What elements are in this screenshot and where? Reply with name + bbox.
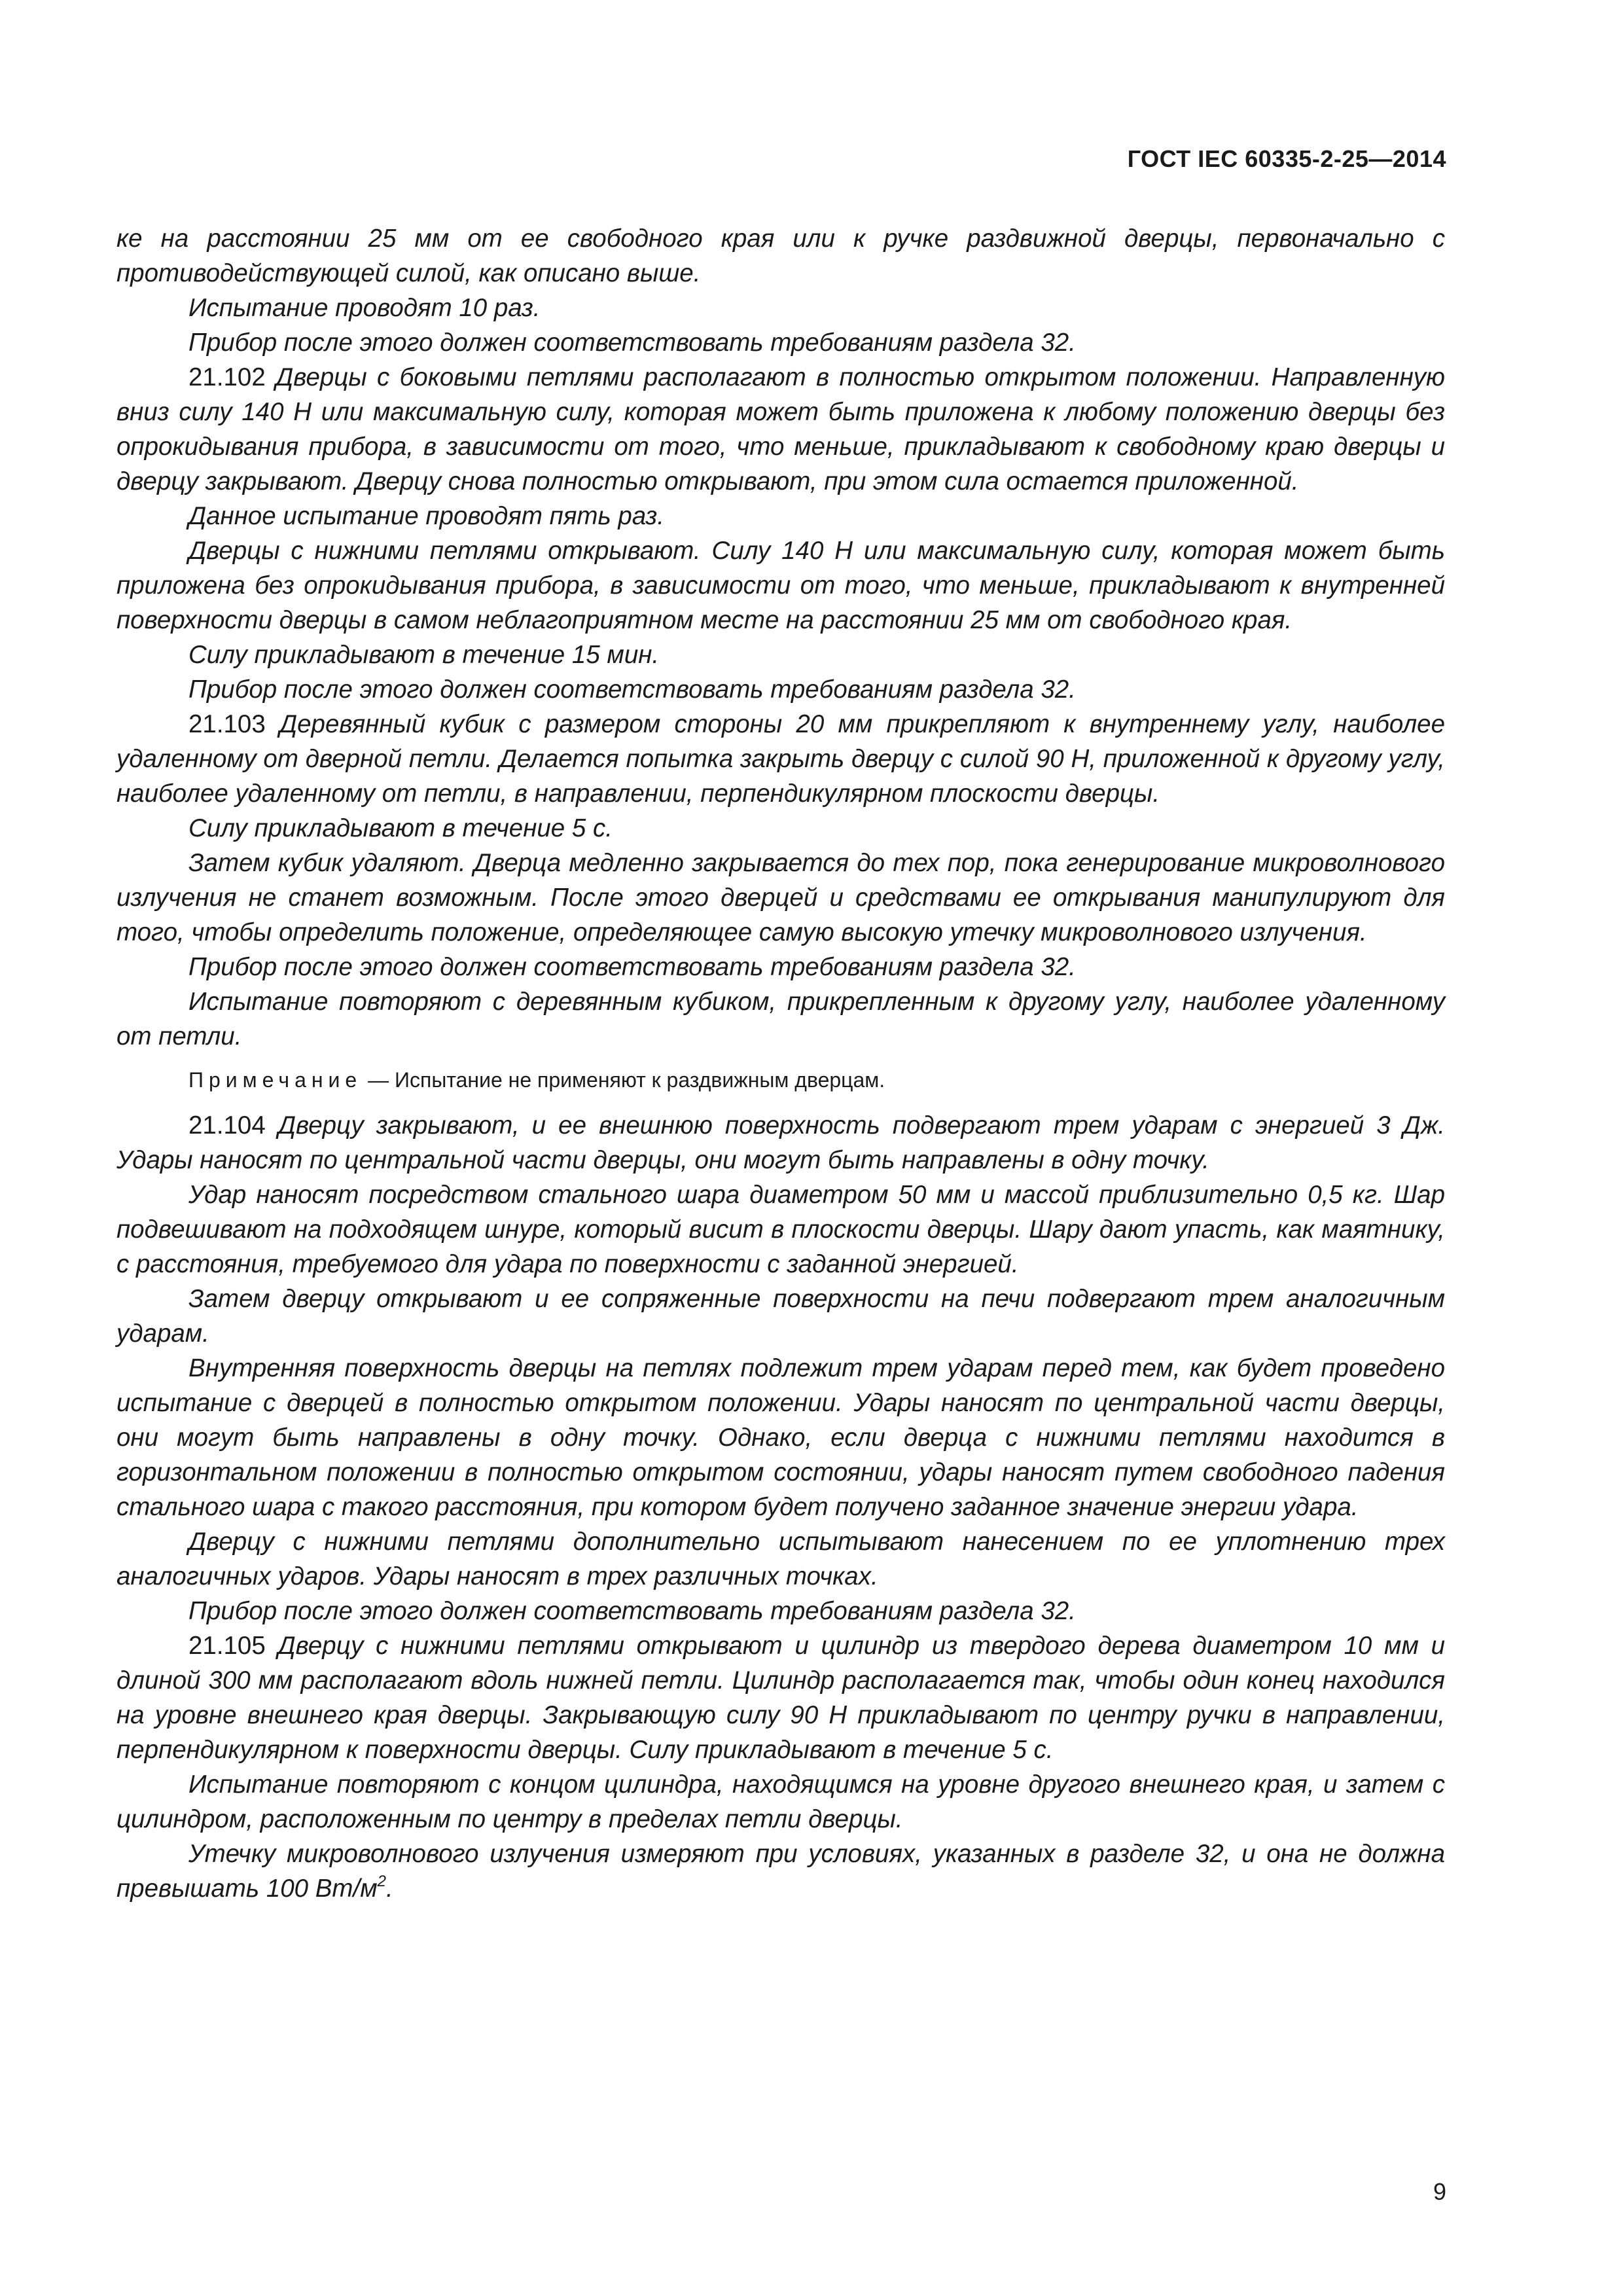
- paragraph-text: Внутренняя поверхность дверцы на петлях подлежит трем ударам перед тем, как будет проведено испытание с дверцей в полностью открытом положении. Удары наносят по центральной части дверцы, они могут быть направлены в одну точку. Однако, если дверца с нижними петлями находится в горизонтальном положении в полностью открытом состоянии, удары наносят путем свободного падения стального шара с такого расстояния, при котором будет получено заданное значение энергии удара.: [116, 1354, 1445, 1521]
- paragraph-text: Дверцу закрывают, и ее внешнюю поверхность подвергают трем ударам с энергией 3 Дж. Удары наносят по центральной части дверцы, они могут быть направлены в одну точку.: [116, 1111, 1446, 1174]
- clause-number: 21.104: [188, 1111, 278, 1139]
- paragraph-text: Прибор после этого должен соответствовать требованиям раздела 32.: [188, 1597, 1076, 1625]
- clause-21-104: [116, 1108, 1445, 1177]
- paragraph-text: Утечку микроволнового излучения измеряют при условиях, указанных в разделе 32, и она не должна превышать 100 Вт/м: [116, 1840, 1445, 1903]
- paragraph: [116, 1351, 1445, 1524]
- paragraph: [116, 1594, 1445, 1628]
- paragraph-text: Силу прикладывают в течение 5 с.: [188, 814, 613, 842]
- paragraph-text: Затем дверцу открывают и ее сопряженные поверхности на печи подвергают трем аналогичным ударам.: [116, 1285, 1445, 1348]
- body-text: [116, 221, 1445, 1906]
- clause-21-103: [116, 707, 1445, 811]
- paragraph: [116, 499, 1445, 533]
- paragraph: [116, 984, 1445, 1054]
- superscript: 2: [377, 1873, 386, 1891]
- note-label: Примечание: [188, 1068, 363, 1092]
- paragraph-text: Дверцы с нижними петлями открывают. Силу 140 Н или максимальную силу, которая может быть приложена без опрокидывания прибора, в зависимости от того, что меньше, прикладывают к внутренней поверхности дверцы в самом неблагоприятном месте на расстоянии 25 мм от свободного края.: [116, 537, 1445, 634]
- paragraph-last: [116, 1837, 1445, 1906]
- paragraph: [116, 637, 1445, 672]
- clause-21-105: [116, 1628, 1445, 1767]
- paragraph: [116, 221, 1445, 291]
- paragraph: [116, 1177, 1445, 1282]
- paragraph: [116, 672, 1445, 707]
- paragraph-end: .: [385, 1874, 393, 1903]
- paragraph-text: Дверцы с боковыми петлями располагают в полностью открытом положении. Направленную вниз силу 140 Н или максимальную силу, которая может быть приложена к любому положению дверцы без опрокидывания прибора, в зависимости от того, что меньше, прикладывают к свободному краю дверцы и дверцу закрывают. Дверцу снова полностью открывают, при этом сила остается приложенной.: [116, 363, 1445, 495]
- paragraph-text: Силу прикладывают в течение 15 мин.: [188, 641, 660, 669]
- paragraph-text: Прибор после этого должен соответствовать требованиям раздела 32.: [188, 329, 1076, 357]
- standard-header: ГОСТ IEC 60335-2-25—2014: [1127, 145, 1446, 172]
- paragraph-text: ке на расстоянии 25 мм от ее свободного края или к ручке раздвижной дверцы, первоначально с противодействующей силой, как описано выше.: [116, 224, 1445, 287]
- clause-number: 21.103: [188, 710, 280, 738]
- paragraph-text: Испытание проводят 10 раз.: [188, 294, 541, 322]
- clause-number: 21.105: [188, 1632, 278, 1660]
- paragraph-text: Дверцу с нижними петлями открывают и цилиндр из твердого дерева диаметром 10 мм и длиной 300 мм располагают вдоль нижней петли. Цилиндр располагается так, чтобы один конец находился на уровне внешнего края дверцы. Закрывающую силу 90 Н прикладывают по центру ручки в направлении, перпендикулярном к поверхности дверцы. Силу прикладывают в течение 5 с.: [116, 1632, 1446, 1764]
- paragraph-text: Удар наносят посредством стального шара диаметром 50 мм и массой приблизительно 0,5 кг. Шар подвешивают на подходящем шнуре, который висит в плоскости дверцы. Шару дают упасть, как маятнику, с расстояния, требуемого для удара по поверхности с заданной энергией.: [116, 1181, 1445, 1278]
- paragraph: [116, 811, 1445, 846]
- paragraph: [116, 1767, 1445, 1837]
- paragraph: [116, 950, 1445, 984]
- paragraph-text: Прибор после этого должен соответствовать требованиям раздела 32.: [188, 675, 1076, 704]
- paragraph: [116, 846, 1445, 950]
- paragraph: [116, 1282, 1445, 1351]
- clause-21-102: [116, 360, 1445, 499]
- note: [116, 1063, 1445, 1098]
- paragraph: [116, 533, 1445, 637]
- paragraph-text: Затем кубик удаляют. Дверца медленно закрывается до тех пор, пока генерирование микроволнового излучения не станет возможным. После этого дверцей и средствами ее открывания манипулируют для того, чтобы определить положение, определяющее самую высокую утечку микроволнового излучения.: [116, 849, 1445, 946]
- paragraph-text: Испытание повторяют с концом цилиндра, находящимся на уровне другого внешнего края, и затем с цилиндром, расположенным по центру в пределах петли дверцы.: [116, 1770, 1445, 1833]
- page-number: 9: [1433, 2178, 1446, 2205]
- paragraph: [116, 325, 1445, 360]
- paragraph-text: Данное испытание проводят пять раз.: [188, 502, 664, 530]
- note-text: — Испытание не применяют к раздвижным дверцам.: [362, 1068, 885, 1092]
- paragraph: [116, 291, 1445, 325]
- paragraph-text: Прибор после этого должен соответствовать требованиям раздела 32.: [188, 953, 1076, 981]
- paragraph: [116, 1524, 1445, 1594]
- paragraph-text: Дверцу с нижними петлями дополнительно испытывают нанесением по ее уплотнению трех аналогичных ударов. Удары наносят в трех различных точках.: [116, 1528, 1445, 1590]
- clause-number: 21.102: [188, 363, 276, 391]
- paragraph-text: Испытание повторяют с деревянным кубиком, прикрепленным к другому углу, наиболее удаленному от петли.: [116, 988, 1445, 1050]
- paragraph-text: Деревянный кубик с размером стороны 20 мм прикрепляют к внутреннему углу, наиболее удаленному от дверной петли. Делается попытка закрыть дверцу с силой 90 Н, приложенной к другому углу, наиболее удаленному от петли, в направлении, перпендикулярном плоскости дверцы.: [116, 710, 1445, 808]
